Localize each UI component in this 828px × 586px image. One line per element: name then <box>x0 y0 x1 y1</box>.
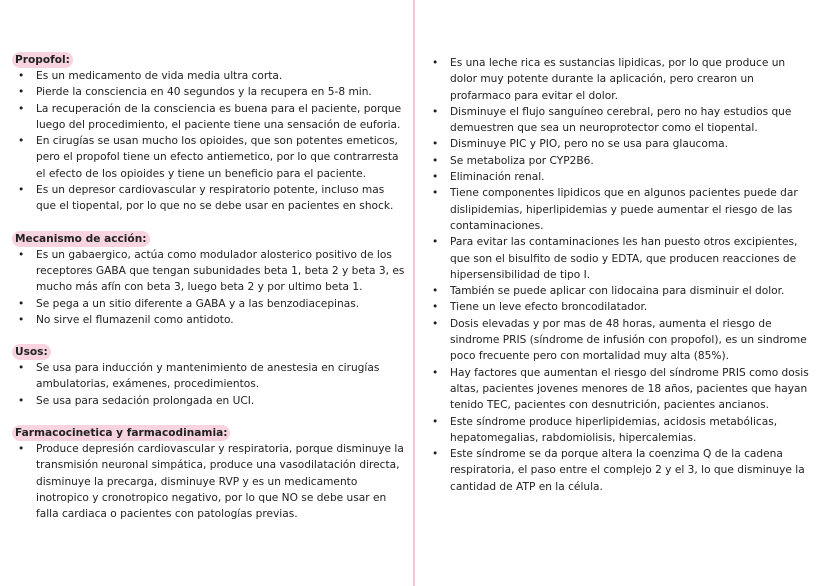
list-item: • Se usa para inducción y mantenimiento de anestesia en cirugías ambulatorias, exámenes, procedimientos. <box>14 360 406 393</box>
section-heading: Usos: <box>12 344 51 360</box>
list-item: • Pierde la consciencia en 40 segundos y la recupera en 5-8 min. <box>14 84 406 100</box>
list-item: • Es un gabaergico, actúa como modulador alosterico positivo de los receptores GABA que tengan subunidades beta 1, beta 2 y beta 3, es mucho más afín con beta 3, luego beta 2 y por ultimo beta 1. <box>14 247 406 296</box>
list-item: • Para evitar las contaminaciones les han puesto otros excipientes, que son el bisulfito de sodio y EDTA, que producen reacciones de hipersensibilidad de tipo I. <box>428 234 813 283</box>
list-item: • En cirugías se usan mucho los opioides, que son potentes emeticos, pero el propofol tiene un efecto antiemetico, por lo que contrarresta el efecto de los opioides y tiene un beneficio para el paciente. <box>14 133 406 182</box>
list-item: • Produce depresión cardiovascular y respiratoria, porque disminuye la transmisión neuronal simpática, produce una vasodilatación directa, disminuye la precarga, disminuye RVP y es un medicamento inotropico y cronotropico negativo, por lo que NO se debe usar en falla cardiaca o pacientes con patologías previas. <box>14 441 406 522</box>
right-column <box>428 55 813 495</box>
list-item: • También se puede aplicar con lidocaina para disminuir el dolor. <box>428 283 813 299</box>
section-heading: Propofol: <box>12 52 73 68</box>
list-item: • Dosis elevadas y por mas de 48 horas, aumenta el riesgo de sindrome PRIS (síndrome de infusión con propofol), es un sindrome poco frecuente pero con mortalidad muy alta (85%). <box>428 316 813 365</box>
list-item: • Este síndrome se da porque altera la coenzima Q de la cadena respiratoria, el paso entre el complejo 2 y el 3, lo que disminuye la cantidad de ATP en la célula. <box>428 446 813 495</box>
list-item: • Este síndrome produce hiperlipidemias, acidosis metabólicas, hepatomegalias, rabdomiolisis, hipercalemias. <box>428 414 813 447</box>
list-item: • Tiene componentes lipidicos que en algunos pacientes puede dar dislipidemias, hiperlipidemias y puede aumentar el riesgo de las contaminaciones. <box>428 185 813 234</box>
list-item: • Disminuye PIC y PIO, pero no se usa para glaucoma. <box>428 136 813 152</box>
list-item: • Se usa para sedación prolongada en UCI. <box>14 393 406 409</box>
list-item: • Es una leche rica es sustancias lipidicas, por lo que produce un dolor muy potente durante la aplicación, pero crearon un profarmaco para evitar el dolor. <box>428 55 813 104</box>
section-propofol <box>14 52 406 215</box>
list-item: • Es un medicamento de vida media ultra corta. <box>14 68 406 84</box>
section-mecanismo <box>14 231 406 328</box>
list-item: • Se metaboliza por CYP2B6. <box>428 153 813 169</box>
list-item: • La recuperación de la consciencia es buena para el paciente, porque luego del procedimiento, el paciente tiene una sensación de euforia. <box>14 101 406 134</box>
left-column <box>14 52 406 523</box>
section-heading: Mecanismo de acción: <box>12 231 150 247</box>
list-item: • Tiene un leve efecto broncodilatador. <box>428 299 813 315</box>
list-item: • Es un depresor cardiovascular y respiratorio potente, incluso mas que el tiopental, por lo que no se debe usar en pacientes en shock. <box>14 182 406 215</box>
section-usos <box>14 344 406 409</box>
list-item: • Disminuye el flujo sanguíneo cerebral, pero no hay estudios que demuestren que sea un neuroprotector como el tiopental. <box>428 104 813 137</box>
list-item: • Se pega a un sitio diferente a GABA y a las benzodiacepinas. <box>14 296 406 312</box>
list-item: • Hay factores que aumentan el riesgo del síndrome PRIS como dosis altas, pacientes jovenes menores de 18 años, pacientes que hayan tenido TEC, pacientes con desnutrición, pacientes ancianos. <box>428 365 813 414</box>
list-item: • Eliminación renal. <box>428 169 813 185</box>
list-item: • No sirve el flumazenil como antidoto. <box>14 312 406 328</box>
section-farmacocinetica <box>14 425 406 522</box>
column-divider <box>413 0 415 586</box>
section-heading: Farmacocinetica y farmacodinamia: <box>12 425 230 441</box>
